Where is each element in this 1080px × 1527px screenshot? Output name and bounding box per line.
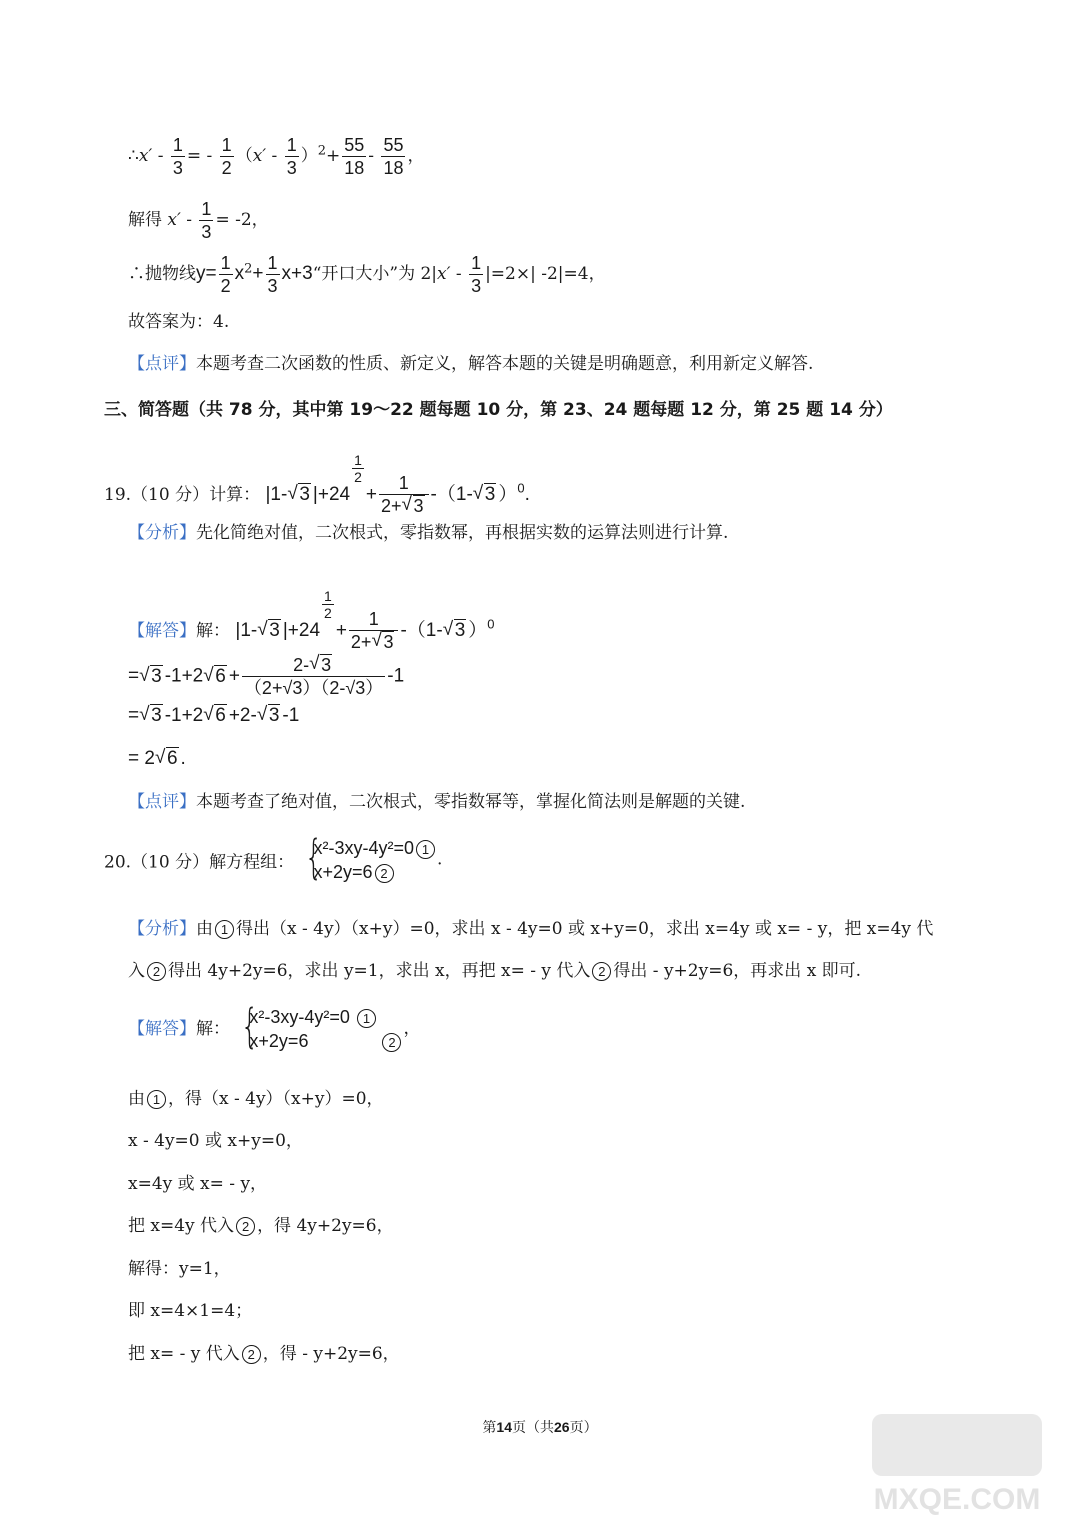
den-pre: 2+ bbox=[381, 496, 402, 517]
fraction bbox=[242, 654, 385, 699]
analysis-text: 先化简绝对值，二次根式，零指数幂，再根据实数的运算法则进行计算. bbox=[196, 523, 729, 543]
equals-neg: = - bbox=[186, 146, 213, 166]
period: . bbox=[437, 849, 443, 870]
denominator: 3 bbox=[471, 276, 482, 296]
brace-icon: { bbox=[241, 999, 259, 1053]
numerator: 1 bbox=[201, 199, 212, 219]
exponent: 2 bbox=[317, 143, 326, 159]
numerator: 1 bbox=[324, 588, 332, 604]
equation-system bbox=[235, 999, 403, 1053]
denominator: 18 bbox=[383, 158, 404, 178]
sqrt bbox=[287, 484, 311, 506]
circled-one: 1 bbox=[357, 1009, 376, 1028]
plus-sign: + bbox=[252, 263, 264, 284]
fraction bbox=[220, 134, 234, 179]
fraction bbox=[342, 134, 366, 179]
numerator: 1 bbox=[267, 253, 278, 273]
numerator: 55 bbox=[383, 135, 404, 155]
analysis-text: 得出 - y+2y=6，再求出 x 即可. bbox=[613, 961, 862, 981]
watermark-text: MXQE.COM bbox=[873, 1483, 1041, 1516]
q20-analysis-2 bbox=[128, 960, 861, 982]
footer-text: 第 bbox=[482, 1420, 497, 1436]
q20-l3: x=4y 或 x= - y， bbox=[128, 1174, 268, 1194]
plus-sign: + bbox=[326, 146, 341, 166]
equation-text: x+2y=6 bbox=[249, 1031, 309, 1051]
denominator: 3 bbox=[172, 158, 183, 178]
review-tag: 【点评】 bbox=[128, 792, 196, 812]
result-text: = 2 bbox=[128, 748, 155, 769]
text: ，得（x - 4y）（x+y）=0， bbox=[168, 1089, 384, 1109]
sqrt bbox=[139, 705, 163, 727]
step-text: +2- bbox=[228, 705, 257, 726]
q19-step-1 bbox=[128, 654, 404, 699]
numerator: 1 bbox=[286, 135, 297, 155]
quote-text: “开口大小”为 2| bbox=[312, 264, 438, 284]
abs-close: |+2 bbox=[312, 484, 340, 505]
sqrt bbox=[139, 666, 163, 688]
sqrt bbox=[257, 705, 281, 727]
y-equals: y= bbox=[196, 263, 217, 284]
abs-open: |1- bbox=[235, 620, 258, 641]
radicand: 3 bbox=[151, 705, 162, 726]
sqrt bbox=[402, 495, 425, 517]
equation-system bbox=[299, 830, 437, 884]
equation-1 bbox=[249, 1005, 403, 1029]
equation-2 bbox=[313, 860, 437, 884]
review-text: 本题考查二次函数的性质、新定义，解答本题的关键是明确题意，利用新定义解答. bbox=[196, 354, 814, 374]
num-pre: 2- bbox=[293, 655, 310, 675]
numerator: 1 bbox=[379, 472, 429, 495]
radicand: 3 bbox=[383, 632, 394, 653]
equation-text: x²-3xy-4y²=0 bbox=[313, 838, 415, 858]
analysis-tag: 【分析】 bbox=[128, 523, 196, 543]
comma: ， bbox=[403, 1018, 421, 1039]
fraction bbox=[266, 252, 280, 297]
fraction bbox=[381, 134, 405, 179]
q19-answer bbox=[128, 588, 495, 653]
q20-analysis-1 bbox=[128, 918, 933, 940]
radicand: 3 bbox=[413, 496, 424, 517]
q20-l4 bbox=[128, 1215, 394, 1237]
radicand: 6 bbox=[215, 665, 226, 687]
text: ，得 - y+2y=6， bbox=[262, 1344, 400, 1364]
fraction bbox=[285, 134, 299, 179]
sqrt bbox=[155, 748, 179, 770]
q19-line bbox=[104, 452, 530, 517]
circled-one: 1 bbox=[215, 920, 234, 939]
denominator: （2+√3）（2-√3） bbox=[243, 678, 384, 698]
answer-tag: 【解答】 bbox=[128, 1019, 196, 1039]
analysis-text: 得出（x - 4y）（x+y）=0，求出 x - 4y=0 或 x+y=0，求出 x=4y 或 x= - y，把 x=4y 代 bbox=[236, 919, 934, 939]
sqrt bbox=[309, 654, 332, 676]
analysis-text: 由 bbox=[196, 919, 213, 939]
fraction bbox=[199, 198, 213, 243]
plus-sign: + bbox=[228, 665, 240, 687]
comma: ， bbox=[407, 146, 425, 166]
base-four: 4 bbox=[309, 620, 321, 641]
denominator: 3 bbox=[201, 222, 212, 242]
sqrt bbox=[203, 705, 227, 727]
footer-text: 页） bbox=[569, 1420, 598, 1436]
q20-label: 20.（10 分）解方程组： bbox=[104, 852, 295, 873]
equation-text: x+2y=6 bbox=[313, 862, 373, 882]
radicand: 3 bbox=[454, 620, 466, 641]
radicand: 3 bbox=[321, 655, 332, 675]
answer-lead: 解： bbox=[196, 1019, 230, 1039]
quote-tail: |=2×| -2|=4， bbox=[485, 264, 606, 284]
exponent-half bbox=[352, 452, 364, 485]
circled-two: 2 bbox=[236, 1217, 255, 1236]
solve-tail: = -2， bbox=[215, 210, 269, 230]
fraction bbox=[219, 252, 233, 297]
equation-text: x²-3xy-4y²=0 bbox=[249, 1007, 350, 1027]
therefore-symbol: ∴ bbox=[128, 146, 139, 166]
q19-analysis bbox=[128, 522, 728, 544]
exponent-zero: 0 bbox=[517, 480, 525, 496]
circled-two: 2 bbox=[382, 1033, 401, 1052]
minus-sign: - bbox=[271, 146, 278, 166]
tail-minus: -（1- bbox=[430, 484, 473, 505]
var-x-prime: x′ bbox=[138, 146, 153, 166]
q19-review bbox=[128, 791, 745, 813]
numerator: 1 bbox=[471, 253, 482, 273]
q19-step-3 bbox=[128, 748, 186, 770]
period: . bbox=[524, 484, 530, 505]
solve-text: 解得 bbox=[128, 210, 162, 230]
radicand: 6 bbox=[166, 748, 178, 769]
q19-step-2 bbox=[128, 705, 299, 727]
answer-tag: 【解答】 bbox=[128, 621, 196, 641]
step-text: -1+2 bbox=[164, 705, 204, 726]
sqrt bbox=[371, 631, 394, 653]
watermark-logo bbox=[862, 1409, 1062, 1519]
q20-l1 bbox=[128, 1088, 384, 1110]
equals: = bbox=[128, 665, 140, 687]
equals: = bbox=[128, 705, 140, 726]
period: . bbox=[180, 748, 186, 769]
q20-l7 bbox=[128, 1343, 400, 1365]
parabola-text: ∴抛物线 bbox=[128, 264, 196, 284]
brace-icon: { bbox=[305, 830, 323, 884]
eq-line-2 bbox=[128, 198, 269, 243]
q19-label: 19.（10 分）计算： bbox=[104, 485, 261, 505]
linear-term: x+3 bbox=[281, 263, 313, 284]
circled-two: 2 bbox=[242, 1345, 261, 1364]
denominator: 2 bbox=[324, 605, 332, 621]
total-pages: 26 bbox=[554, 1419, 570, 1435]
numerator: 1 bbox=[221, 135, 232, 155]
sqrt bbox=[203, 666, 227, 688]
var-x-prime: x′ bbox=[252, 146, 267, 166]
tail-minus: -（1- bbox=[400, 620, 443, 641]
numerator: 55 bbox=[344, 135, 365, 155]
denominator: 2 bbox=[221, 158, 232, 178]
circled-one: 1 bbox=[147, 1090, 166, 1109]
answer-lead: 解： bbox=[196, 621, 230, 641]
analysis-tag: 【分析】 bbox=[128, 919, 196, 939]
var-x-prime: x′ bbox=[167, 210, 181, 230]
text: 把 x=4y 代入 bbox=[128, 1216, 235, 1236]
circled-two: 2 bbox=[375, 864, 394, 883]
step-end: -1 bbox=[282, 705, 300, 726]
answer-expression: |1-√ 3 |+24 $\frac{1}{2}$ + $\frac{1}{2+√ 3}$ -（1-√ 3 ）$^0$ bbox=[235, 620, 494, 641]
circled-two: 2 bbox=[147, 962, 166, 981]
minus-sign: - bbox=[368, 146, 375, 166]
radicand: 3 bbox=[299, 484, 310, 505]
radicand: 3 bbox=[268, 705, 280, 726]
paren-close: ） bbox=[468, 620, 488, 641]
exponent-half bbox=[322, 588, 334, 621]
step-tail: -1 bbox=[387, 665, 405, 687]
q20-line bbox=[104, 830, 443, 884]
radicand: 3 bbox=[151, 665, 162, 687]
numerator: 1 bbox=[354, 452, 362, 468]
fraction bbox=[469, 252, 483, 297]
paren-close: ） bbox=[498, 484, 518, 505]
fraction bbox=[171, 134, 185, 179]
abs-close: |+2 bbox=[282, 620, 310, 641]
base-four: 4 bbox=[339, 484, 351, 505]
equation-2 bbox=[249, 1029, 403, 1053]
paren: （ bbox=[235, 146, 253, 166]
circled-two: 2 bbox=[592, 962, 611, 981]
fraction bbox=[349, 608, 399, 653]
radicand: 3 bbox=[269, 620, 280, 641]
text: 由 bbox=[128, 1089, 145, 1109]
denominator: 18 bbox=[344, 158, 365, 178]
abs-open: |1- bbox=[265, 484, 288, 505]
answer-line: 故答案为：4. bbox=[128, 312, 230, 332]
text: ，得 4y+2y=6， bbox=[257, 1216, 394, 1236]
footer-text: 页（共 bbox=[512, 1420, 554, 1436]
paren: ） bbox=[300, 146, 318, 166]
review-tag: 【点评】 bbox=[128, 354, 196, 374]
numerator: 1 bbox=[220, 253, 231, 273]
var-x-prime: x′ bbox=[437, 264, 451, 284]
analysis-text: 得出 4y+2y=6，求出 y=1，求出 x，再把 x= - y 代入 bbox=[168, 961, 591, 981]
q19-expression: |1-√ 3 |+24 $\frac{1}{2}$ + $\frac{1}{2+√ 3}$ -（1-√ 3 ）$^0$. bbox=[265, 484, 529, 505]
page-number: 14 bbox=[496, 1419, 512, 1435]
denominator bbox=[379, 495, 429, 517]
var-x: x bbox=[234, 263, 245, 284]
sqrt bbox=[257, 620, 281, 642]
minus-sign: - bbox=[186, 210, 193, 230]
section-heading: 三、简答题（共 78 分，其中第 19～22 题每题 10 分，第 23、24 题每题 12 分，第 25 题 14 分） bbox=[104, 400, 893, 420]
step-text: -1+2 bbox=[164, 665, 204, 687]
radicand: 6 bbox=[215, 705, 226, 726]
denominator: 2 bbox=[220, 276, 231, 296]
minus-sign: - bbox=[455, 264, 462, 284]
q20-answer bbox=[128, 999, 421, 1053]
denominator: 3 bbox=[286, 158, 297, 178]
exponent: 2 bbox=[244, 261, 253, 277]
q20-l6: 即 x=4×1=4； bbox=[128, 1301, 253, 1321]
denominator: 3 bbox=[267, 276, 278, 296]
radicand: 3 bbox=[484, 484, 496, 505]
exponent-zero: 0 bbox=[487, 616, 495, 632]
den-pre: 2+ bbox=[350, 632, 372, 653]
numerator: 1 bbox=[172, 135, 183, 155]
review-text: 本题考查了绝对值，二次根式，零指数幂等，掌握化简法则是解题的关键. bbox=[196, 792, 746, 812]
denominator: 2 bbox=[354, 469, 362, 485]
minus-sign: - bbox=[157, 146, 164, 166]
circled-one: 1 bbox=[416, 840, 435, 859]
denominator bbox=[349, 631, 399, 653]
q20-l2: x - 4y=0 或 x+y=0， bbox=[128, 1131, 303, 1151]
review-1 bbox=[128, 353, 813, 375]
numerator bbox=[242, 654, 385, 677]
text: 把 x= - y 代入 bbox=[128, 1344, 240, 1364]
fraction bbox=[379, 472, 429, 517]
sqrt bbox=[443, 620, 467, 642]
q20-l5: 解得：y=1， bbox=[128, 1259, 231, 1279]
analysis-text: 入 bbox=[128, 961, 145, 981]
equation-1 bbox=[313, 836, 437, 860]
numerator: 1 bbox=[349, 608, 399, 631]
eq-line-1 bbox=[128, 134, 424, 179]
sqrt bbox=[473, 484, 497, 506]
eq-line-3 bbox=[128, 252, 606, 297]
